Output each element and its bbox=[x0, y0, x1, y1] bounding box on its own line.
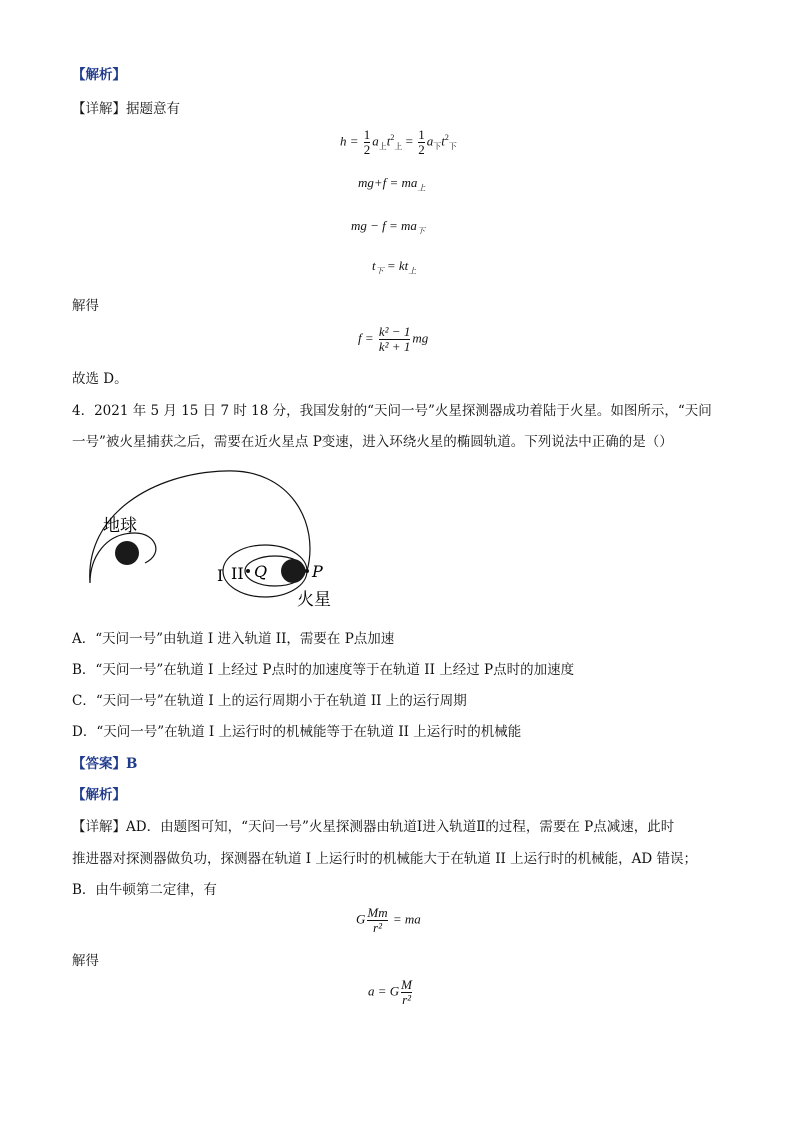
eq1-frac-b: $\frac{1}{2}$ bbox=[418, 127, 425, 157]
solve-line-1: 解得 bbox=[72, 298, 99, 314]
equation-height: h = $\frac{1}{2}$ $a_上t^2_上$ = $\frac{1}{2}$ $a_下t^2_下$ bbox=[340, 127, 457, 157]
option-c: C．“天问一号”在轨道 I 上的运行周期小于在轨道 II 上的运行周期 bbox=[72, 693, 467, 709]
point-p-label: P bbox=[312, 562, 323, 581]
question-stem-line-2: 一号”被火星捕获之后，需要在近火星点 P变速，进入环绕火星的椭圆轨道。下列说法中正确的是（） bbox=[72, 434, 673, 450]
equation-time-ratio: $t_下 = kt_上$ bbox=[372, 258, 417, 276]
mars-label: 火星 bbox=[297, 590, 331, 610]
mars-body bbox=[281, 559, 305, 583]
eq1-lhs: h = bbox=[340, 133, 362, 149]
point-q-label: Q bbox=[254, 562, 268, 581]
earth-body bbox=[115, 541, 139, 565]
choose-line: 故选 D。 bbox=[72, 371, 128, 387]
orbit-I-label: I bbox=[217, 566, 224, 585]
answer-heading: 【答案】B bbox=[72, 756, 138, 772]
detail-line-1: 【详解】据题意有 bbox=[72, 101, 180, 117]
analysis-heading-1: 【解析】 bbox=[72, 67, 126, 83]
option-a: A．“天问一号”由轨道 I 进入轨道 II，需要在 P点加速 bbox=[72, 631, 395, 647]
equation-up-motion: $mg+f = ma_上$ bbox=[358, 175, 426, 193]
earth-label: 地球 bbox=[103, 516, 137, 536]
equation-down-motion: mg − $f = ma_下$ bbox=[351, 218, 425, 236]
detail-line-2c: B．由牛顿第二定律，有 bbox=[72, 882, 217, 898]
equation-acceleration: a = G $\frac{M}{\text{r²}}$ bbox=[368, 977, 413, 1007]
detail-line-2a: 【详解】AD．由题图可知，“天问一号”火星探测器由轨道Ⅰ进入轨道Ⅱ的过程，需要在 P点减速，此时 bbox=[72, 819, 675, 835]
point-p-dot bbox=[305, 569, 309, 573]
solve-line-2: 解得 bbox=[72, 953, 99, 969]
detail-line-2b: 推进器对探测器做负功，探测器在轨道 I 上运行时的机械能大于在轨道 II 上运行时的机械能，AD 错误； bbox=[72, 851, 698, 867]
orbit-II-label: II bbox=[231, 564, 244, 583]
point-q-dot bbox=[246, 569, 250, 573]
option-b: B．“天问一号”在轨道 I 上经过 P点时的加速度等于在轨道 II 上经过 P点时的加速度 bbox=[72, 662, 575, 678]
analysis-heading-2: 【解析】 bbox=[72, 787, 126, 803]
equation-gravity: G $\frac{Mm}{\text{r²}}$ = ma bbox=[356, 905, 421, 935]
option-d: D．“天问一号”在轨道 I 上运行时的机械能等于在轨道 II 上运行时的机械能 bbox=[72, 724, 522, 740]
question-stem-line-1: 4．2021 年 5 月 15 日 7 时 18 分，我国发射的“天问一号”火星探测器成功着陆于火星。如图所示，“天问 bbox=[72, 403, 712, 419]
equation-friction-result: f = $\frac{\text{k² − 1}}{\text{k² + 1}}$ mg bbox=[358, 324, 429, 354]
orbit-diagram bbox=[75, 463, 355, 613]
eq1-frac-a: $\frac{1}{2}$ bbox=[363, 127, 371, 157]
